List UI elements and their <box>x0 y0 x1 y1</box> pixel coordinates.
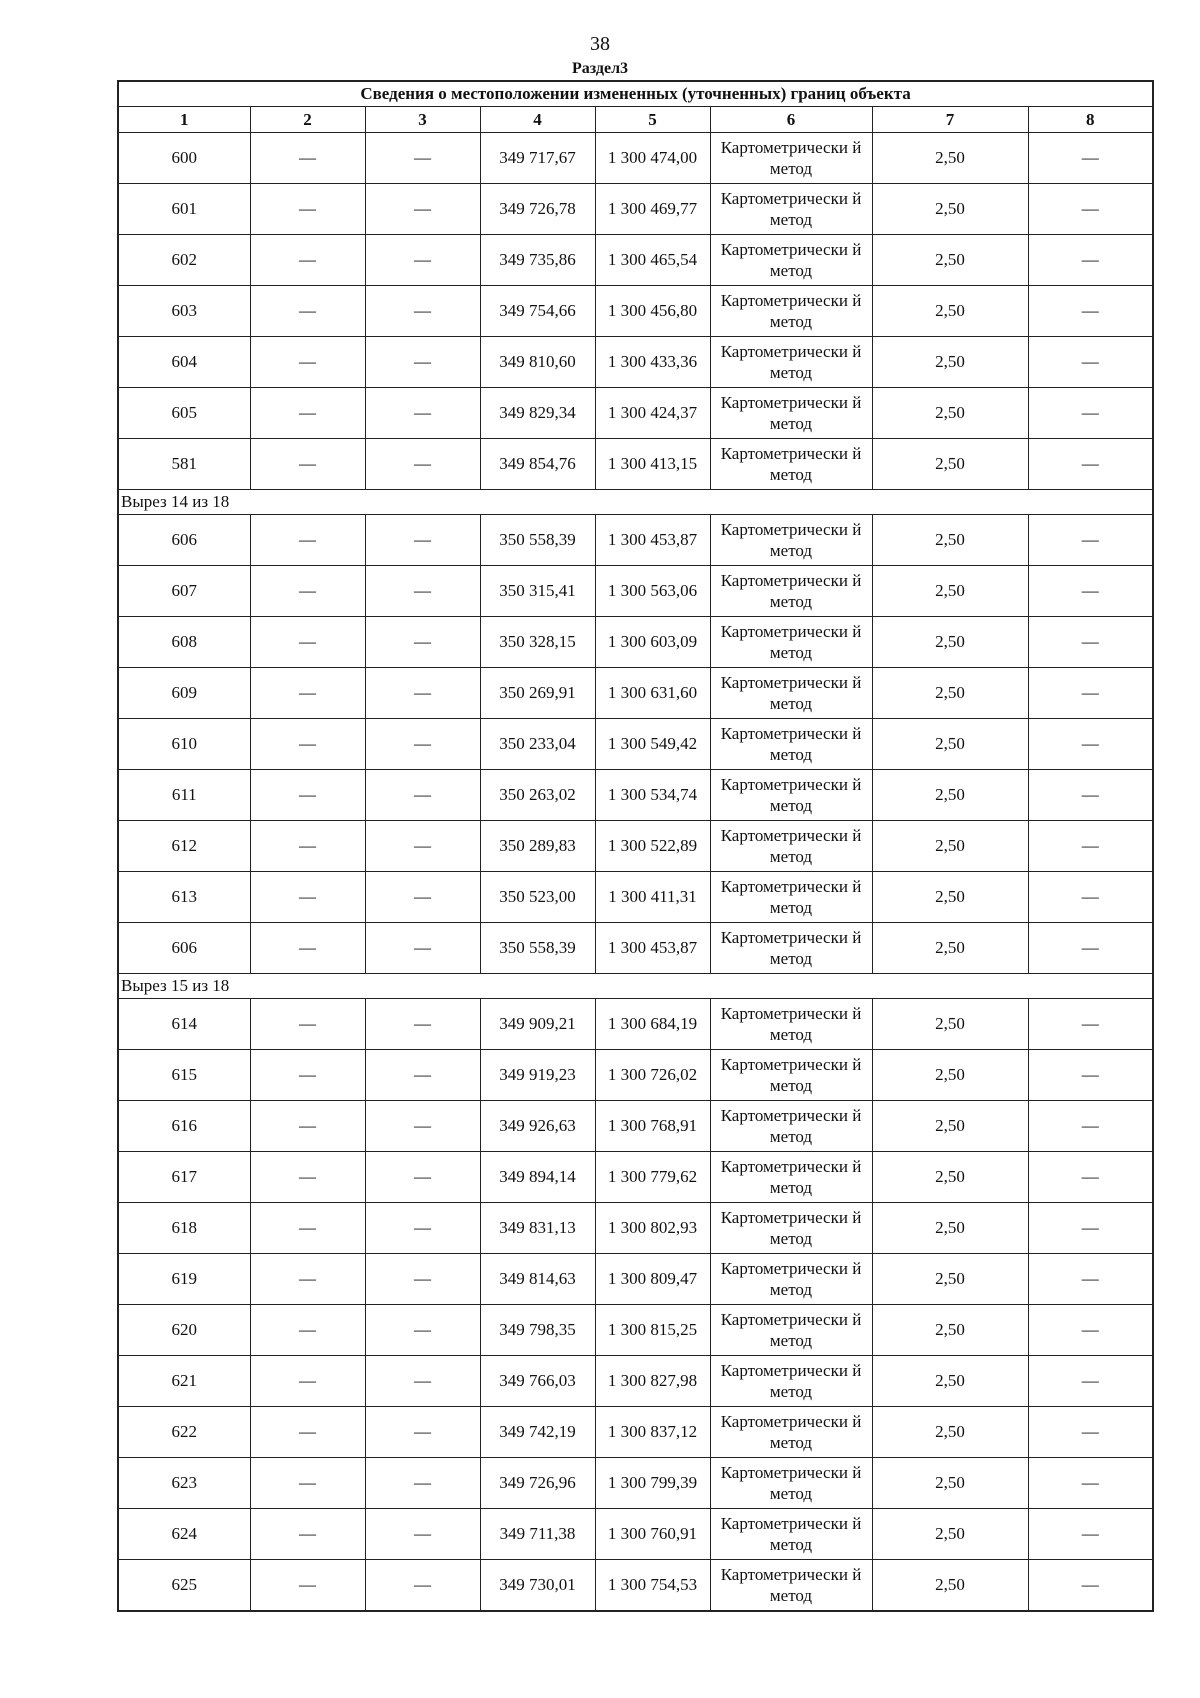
table-row <box>118 439 1153 490</box>
col3-value: — <box>365 1305 480 1356</box>
x-coordinate: 349 909,21 <box>480 999 595 1050</box>
method-cell: Картометрически й метод <box>710 923 872 974</box>
col2-value: — <box>250 1458 365 1509</box>
y-coordinate: 1 300 726,02 <box>595 1050 710 1101</box>
col8-value: — <box>1028 515 1153 566</box>
col2-value: — <box>250 1305 365 1356</box>
accuracy-value: 2,50 <box>872 668 1028 719</box>
table-row <box>118 515 1153 566</box>
point-number: 622 <box>118 1407 250 1458</box>
coordinates-table <box>117 80 1154 1612</box>
x-coordinate: 349 717,67 <box>480 133 595 184</box>
table-row <box>118 617 1153 668</box>
col3-value: — <box>365 1560 480 1612</box>
accuracy-value: 2,50 <box>872 617 1028 668</box>
col2-value: — <box>250 1152 365 1203</box>
point-number: 581 <box>118 439 250 490</box>
method-cell: Картометрически й метод <box>710 770 872 821</box>
col8-value: — <box>1028 566 1153 617</box>
x-coordinate: 350 523,00 <box>480 872 595 923</box>
point-number: 606 <box>118 515 250 566</box>
col8-value: — <box>1028 1560 1153 1612</box>
accuracy-value: 2,50 <box>872 515 1028 566</box>
method-cell: Картометрически й метод <box>710 439 872 490</box>
col3-value: — <box>365 515 480 566</box>
accuracy-value: 2,50 <box>872 821 1028 872</box>
method-cell: Картометрически й метод <box>710 1254 872 1305</box>
column-header-2: 2 <box>250 107 365 133</box>
table-row <box>118 133 1153 184</box>
col2-value: — <box>250 668 365 719</box>
col2-value: — <box>250 1560 365 1612</box>
col3-value: — <box>365 1407 480 1458</box>
method-cell: Картометрически й метод <box>710 1305 872 1356</box>
column-header-3: 3 <box>365 107 480 133</box>
col3-value: — <box>365 668 480 719</box>
point-number: 600 <box>118 133 250 184</box>
col2-value: — <box>250 1509 365 1560</box>
y-coordinate: 1 300 424,37 <box>595 388 710 439</box>
point-number: 617 <box>118 1152 250 1203</box>
x-coordinate: 349 854,76 <box>480 439 595 490</box>
table-row <box>118 184 1153 235</box>
x-coordinate: 350 269,91 <box>480 668 595 719</box>
table-row <box>118 388 1153 439</box>
x-coordinate: 349 798,35 <box>480 1305 595 1356</box>
col3-value: — <box>365 286 480 337</box>
col2-value: — <box>250 1407 365 1458</box>
x-coordinate: 349 894,14 <box>480 1152 595 1203</box>
y-coordinate: 1 300 411,31 <box>595 872 710 923</box>
col8-value: — <box>1028 1203 1153 1254</box>
y-coordinate: 1 300 456,80 <box>595 286 710 337</box>
col3-value: — <box>365 719 480 770</box>
col3-value: — <box>365 388 480 439</box>
col3-value: — <box>365 1509 480 1560</box>
col3-value: — <box>365 1458 480 1509</box>
accuracy-value: 2,50 <box>872 1152 1028 1203</box>
y-coordinate: 1 300 453,87 <box>595 923 710 974</box>
point-number: 610 <box>118 719 250 770</box>
method-cell: Картометрически й метод <box>710 999 872 1050</box>
method-cell: Картометрически й метод <box>710 235 872 286</box>
y-coordinate: 1 300 827,98 <box>595 1356 710 1407</box>
x-coordinate: 349 829,34 <box>480 388 595 439</box>
col8-value: — <box>1028 1305 1153 1356</box>
table-row <box>118 1203 1153 1254</box>
col3-value: — <box>365 566 480 617</box>
y-coordinate: 1 300 453,87 <box>595 515 710 566</box>
col8-value: — <box>1028 286 1153 337</box>
col3-value: — <box>365 821 480 872</box>
col8-value: — <box>1028 235 1153 286</box>
accuracy-value: 2,50 <box>872 235 1028 286</box>
method-cell: Картометрически й метод <box>710 821 872 872</box>
x-coordinate: 349 735,86 <box>480 235 595 286</box>
column-header-5: 5 <box>595 107 710 133</box>
x-coordinate: 349 831,13 <box>480 1203 595 1254</box>
method-cell: Картометрически й метод <box>710 617 872 668</box>
col8-value: — <box>1028 821 1153 872</box>
col3-value: — <box>365 872 480 923</box>
col8-value: — <box>1028 1458 1153 1509</box>
col3-value: — <box>365 235 480 286</box>
point-number: 620 <box>118 1305 250 1356</box>
y-coordinate: 1 300 534,74 <box>595 770 710 821</box>
accuracy-value: 2,50 <box>872 337 1028 388</box>
col8-value: — <box>1028 1050 1153 1101</box>
method-cell: Картометрически й метод <box>710 872 872 923</box>
method-cell: Картометрически й метод <box>710 668 872 719</box>
col2-value: — <box>250 1254 365 1305</box>
col3-value: — <box>365 337 480 388</box>
method-cell: Картометрически й метод <box>710 286 872 337</box>
point-number: 604 <box>118 337 250 388</box>
y-coordinate: 1 300 474,00 <box>595 133 710 184</box>
point-number: 619 <box>118 1254 250 1305</box>
col2-value: — <box>250 235 365 286</box>
col2-value: — <box>250 999 365 1050</box>
x-coordinate: 349 730,01 <box>480 1560 595 1612</box>
y-coordinate: 1 300 433,36 <box>595 337 710 388</box>
col2-value: — <box>250 1356 365 1407</box>
method-cell: Картометрически й метод <box>710 337 872 388</box>
table-row <box>118 566 1153 617</box>
accuracy-value: 2,50 <box>872 1203 1028 1254</box>
method-cell: Картометрически й метод <box>710 1050 872 1101</box>
col8-value: — <box>1028 1101 1153 1152</box>
col3-value: — <box>365 1101 480 1152</box>
column-header-4: 4 <box>480 107 595 133</box>
accuracy-value: 2,50 <box>872 133 1028 184</box>
y-coordinate: 1 300 754,53 <box>595 1560 710 1612</box>
y-coordinate: 1 300 549,42 <box>595 719 710 770</box>
col8-value: — <box>1028 337 1153 388</box>
table-row <box>118 821 1153 872</box>
table-row <box>118 923 1153 974</box>
point-number: 603 <box>118 286 250 337</box>
y-coordinate: 1 300 760,91 <box>595 1509 710 1560</box>
method-cell: Картометрически й метод <box>710 719 872 770</box>
col2-value: — <box>250 515 365 566</box>
col8-value: — <box>1028 719 1153 770</box>
accuracy-value: 2,50 <box>872 1356 1028 1407</box>
column-header-1: 1 <box>118 107 250 133</box>
col3-value: — <box>365 770 480 821</box>
cutout-heading-row <box>118 490 1153 515</box>
table-row <box>118 235 1153 286</box>
col3-value: — <box>365 439 480 490</box>
col3-value: — <box>365 923 480 974</box>
point-number: 606 <box>118 923 250 974</box>
col3-value: — <box>365 999 480 1050</box>
col3-value: — <box>365 617 480 668</box>
point-number: 601 <box>118 184 250 235</box>
col3-value: — <box>365 1050 480 1101</box>
point-number: 602 <box>118 235 250 286</box>
col8-value: — <box>1028 388 1153 439</box>
column-header-row <box>118 107 1153 133</box>
col2-value: — <box>250 719 365 770</box>
point-number: 618 <box>118 1203 250 1254</box>
x-coordinate: 349 814,63 <box>480 1254 595 1305</box>
method-cell: Картометрически й метод <box>710 1458 872 1509</box>
y-coordinate: 1 300 815,25 <box>595 1305 710 1356</box>
accuracy-value: 2,50 <box>872 566 1028 617</box>
col2-value: — <box>250 1050 365 1101</box>
point-number: 613 <box>118 872 250 923</box>
col3-value: — <box>365 1356 480 1407</box>
point-number: 615 <box>118 1050 250 1101</box>
table-body <box>118 81 1153 1611</box>
y-coordinate: 1 300 684,19 <box>595 999 710 1050</box>
point-number: 609 <box>118 668 250 719</box>
method-cell: Картометрически й метод <box>710 388 872 439</box>
accuracy-value: 2,50 <box>872 1101 1028 1152</box>
table-row <box>118 1305 1153 1356</box>
point-number: 621 <box>118 1356 250 1407</box>
table-row <box>118 1254 1153 1305</box>
col2-value: — <box>250 872 365 923</box>
col2-value: — <box>250 923 365 974</box>
method-cell: Картометрически й метод <box>710 1407 872 1458</box>
table-row <box>118 1101 1153 1152</box>
y-coordinate: 1 300 779,62 <box>595 1152 710 1203</box>
x-coordinate: 349 742,19 <box>480 1407 595 1458</box>
method-cell: Картометрически й метод <box>710 515 872 566</box>
x-coordinate: 350 289,83 <box>480 821 595 872</box>
accuracy-value: 2,50 <box>872 1407 1028 1458</box>
col8-value: — <box>1028 770 1153 821</box>
x-coordinate: 350 263,02 <box>480 770 595 821</box>
point-number: 616 <box>118 1101 250 1152</box>
col3-value: — <box>365 133 480 184</box>
column-header-7: 7 <box>872 107 1028 133</box>
accuracy-value: 2,50 <box>872 1560 1028 1612</box>
col3-value: — <box>365 1254 480 1305</box>
x-coordinate: 349 926,63 <box>480 1101 595 1152</box>
method-cell: Картометрически й метод <box>710 184 872 235</box>
y-coordinate: 1 300 469,77 <box>595 184 710 235</box>
col8-value: — <box>1028 999 1153 1050</box>
col2-value: — <box>250 821 365 872</box>
col3-value: — <box>365 1152 480 1203</box>
y-coordinate: 1 300 603,09 <box>595 617 710 668</box>
table-row <box>118 1560 1153 1612</box>
method-cell: Картометрически й метод <box>710 1101 872 1152</box>
column-header-6: 6 <box>710 107 872 133</box>
table-row <box>118 286 1153 337</box>
table-row <box>118 872 1153 923</box>
method-cell: Картометрически й метод <box>710 1152 872 1203</box>
col8-value: — <box>1028 872 1153 923</box>
method-cell: Картометрически й метод <box>710 133 872 184</box>
table-caption-row <box>118 81 1153 107</box>
x-coordinate: 349 726,96 <box>480 1458 595 1509</box>
accuracy-value: 2,50 <box>872 1254 1028 1305</box>
accuracy-value: 2,50 <box>872 1458 1028 1509</box>
point-number: 625 <box>118 1560 250 1612</box>
col2-value: — <box>250 439 365 490</box>
accuracy-value: 2,50 <box>872 999 1028 1050</box>
table-row <box>118 1152 1153 1203</box>
accuracy-value: 2,50 <box>872 1305 1028 1356</box>
col8-value: — <box>1028 1509 1153 1560</box>
y-coordinate: 1 300 768,91 <box>595 1101 710 1152</box>
x-coordinate: 349 810,60 <box>480 337 595 388</box>
accuracy-value: 2,50 <box>872 1509 1028 1560</box>
point-number: 611 <box>118 770 250 821</box>
table-row <box>118 1356 1153 1407</box>
table-row <box>118 999 1153 1050</box>
point-number: 614 <box>118 999 250 1050</box>
table-row <box>118 1458 1153 1509</box>
cutout-heading-row <box>118 974 1153 999</box>
x-coordinate: 349 726,78 <box>480 184 595 235</box>
col2-value: — <box>250 617 365 668</box>
accuracy-value: 2,50 <box>872 439 1028 490</box>
method-cell: Картометрически й метод <box>710 566 872 617</box>
col2-value: — <box>250 770 365 821</box>
y-coordinate: 1 300 809,47 <box>595 1254 710 1305</box>
accuracy-value: 2,50 <box>872 1050 1028 1101</box>
col8-value: — <box>1028 439 1153 490</box>
table-row <box>118 719 1153 770</box>
col8-value: — <box>1028 1152 1153 1203</box>
method-cell: Картометрически й метод <box>710 1203 872 1254</box>
col3-value: — <box>365 1203 480 1254</box>
y-coordinate: 1 300 837,12 <box>595 1407 710 1458</box>
accuracy-value: 2,50 <box>872 923 1028 974</box>
accuracy-value: 2,50 <box>872 719 1028 770</box>
col2-value: — <box>250 286 365 337</box>
accuracy-value: 2,50 <box>872 388 1028 439</box>
table-row <box>118 668 1153 719</box>
point-number: 605 <box>118 388 250 439</box>
x-coordinate: 349 919,23 <box>480 1050 595 1101</box>
method-cell: Картометрически й метод <box>710 1560 872 1612</box>
x-coordinate: 350 328,15 <box>480 617 595 668</box>
column-header-8: 8 <box>1028 107 1153 133</box>
accuracy-value: 2,50 <box>872 184 1028 235</box>
y-coordinate: 1 300 563,06 <box>595 566 710 617</box>
method-cell: Картометрически й метод <box>710 1509 872 1560</box>
x-coordinate: 350 233,04 <box>480 719 595 770</box>
method-cell: Картометрически й метод <box>710 1356 872 1407</box>
page-number: 38 <box>590 33 610 55</box>
y-coordinate: 1 300 631,60 <box>595 668 710 719</box>
col8-value: — <box>1028 923 1153 974</box>
table-row <box>118 1050 1153 1101</box>
point-number: 608 <box>118 617 250 668</box>
section-title: Раздел3 <box>571 60 629 77</box>
col2-value: — <box>250 184 365 235</box>
accuracy-value: 2,50 <box>872 286 1028 337</box>
col2-value: — <box>250 133 365 184</box>
table-row <box>118 337 1153 388</box>
table-row <box>118 1509 1153 1560</box>
col3-value: — <box>365 184 480 235</box>
col8-value: — <box>1028 1356 1153 1407</box>
cutout-heading: Вырез 14 из 18 <box>118 490 1153 515</box>
y-coordinate: 1 300 465,54 <box>595 235 710 286</box>
y-coordinate: 1 300 799,39 <box>595 1458 710 1509</box>
col2-value: — <box>250 1203 365 1254</box>
x-coordinate: 350 315,41 <box>480 566 595 617</box>
col8-value: — <box>1028 184 1153 235</box>
col8-value: — <box>1028 133 1153 184</box>
col2-value: — <box>250 566 365 617</box>
table-row <box>118 770 1153 821</box>
col2-value: — <box>250 388 365 439</box>
point-number: 624 <box>118 1509 250 1560</box>
accuracy-value: 2,50 <box>872 770 1028 821</box>
accuracy-value: 2,50 <box>872 872 1028 923</box>
col2-value: — <box>250 337 365 388</box>
y-coordinate: 1 300 413,15 <box>595 439 710 490</box>
table-title: Сведения о местоположении измененных (уточненных) границ объекта <box>118 81 1153 107</box>
y-coordinate: 1 300 522,89 <box>595 821 710 872</box>
col8-value: — <box>1028 668 1153 719</box>
col8-value: — <box>1028 1407 1153 1458</box>
point-number: 623 <box>118 1458 250 1509</box>
cutout-heading: Вырез 15 из 18 <box>118 974 1153 999</box>
point-number: 607 <box>118 566 250 617</box>
table-row <box>118 1407 1153 1458</box>
x-coordinate: 350 558,39 <box>480 923 595 974</box>
point-number: 612 <box>118 821 250 872</box>
y-coordinate: 1 300 802,93 <box>595 1203 710 1254</box>
col2-value: — <box>250 1101 365 1152</box>
x-coordinate: 349 754,66 <box>480 286 595 337</box>
x-coordinate: 349 711,38 <box>480 1509 595 1560</box>
x-coordinate: 350 558,39 <box>480 515 595 566</box>
col8-value: — <box>1028 1254 1153 1305</box>
x-coordinate: 349 766,03 <box>480 1356 595 1407</box>
col8-value: — <box>1028 617 1153 668</box>
